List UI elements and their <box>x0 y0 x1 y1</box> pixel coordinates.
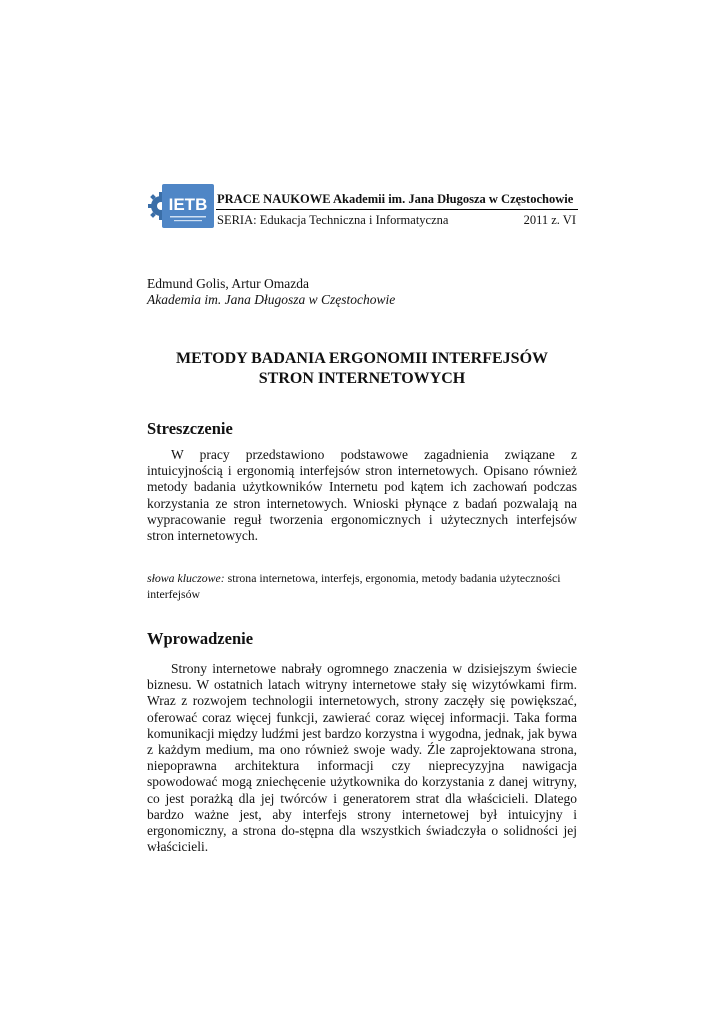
series-name: SERIA: Edukacja Techniczna i Informatyczna <box>217 213 449 227</box>
introduction-heading: Wprowadzenie <box>147 629 254 648</box>
issue-number: 2011 z. VI <box>523 213 576 227</box>
title-line-1: METODY BADANIA ERGONOMII INTERFEJSÓW <box>175 350 549 367</box>
abstract-paragraph: W pracy przedstawiono podstawowe zagadnienia związane z intuicyjnością i ergonomią interfejsów stron internetowych. Opisano również metody badania użytkowników Internetu pod kątem ich zachowań podczas korzystania ze stron internetowych. Wnioski płynące z badań pozwalają na wypracowanie reguł tworzenia ergonomicznych i użytecznych interfejsów stron internetowych. <box>147 447 577 544</box>
journal-name: PRACE NAUKOWE Akademii im. Jana Długosza w Częstochowie <box>217 192 574 206</box>
series-line <box>217 213 576 228</box>
title-line-2: STRON INTERNETOWYCH <box>258 370 466 387</box>
abstract-heading: Streszczenie <box>147 419 233 438</box>
affiliation: Akademia im. Jana Długosza w Częstochowie <box>147 292 396 307</box>
abstract-text <box>147 447 577 544</box>
keywords <box>147 571 587 602</box>
header-rule <box>216 209 578 210</box>
introduction-paragraph: Strony internetowe nabrały ogromnego znaczenia w dzisiejszym świecie biznesu. W ostatnich latach witryny internetowe stały się wizytówkami firm. Wraz z rozwojem technologii internetowych, strony zaczęły się powiększać, oferować coraz więcej funkcji, zawierać coraz więcej informacji. Taka forma komunikacji między ludźmi jest bardzo korzystna i wygodna, jednak, jak bywa z każdym medium, ma ono również swoje wady. Źle zaprojektowana strona, niepoprawna architektura informacji czy nieprecyzyjna nawigacja spowodować mogą zniechęcenie użytkownika do korzystania z danej witryny, co jest porażką dla jej twórców i generatorem strat dla właścicieli. Dlatego bardzo ważne jest, aby interfejs strony internetowej był intuicyjny i ergonomiczny, a strona do-stępna dla wszystkich świadczyła o solidności jej właścicieli. <box>147 661 577 855</box>
keywords-list: strona internetowa, interfejs, ergonomia, metody badania użyteczności interfejsów <box>147 571 561 601</box>
introduction-text <box>147 661 577 855</box>
keywords-label: słowa kluczowe: <box>147 571 225 585</box>
authors: Edmund Golis, Artur Omazda <box>147 276 309 291</box>
ietb-logo <box>148 180 214 232</box>
svg-text:IETB: IETB <box>168 195 208 214</box>
paper-title <box>147 349 577 389</box>
